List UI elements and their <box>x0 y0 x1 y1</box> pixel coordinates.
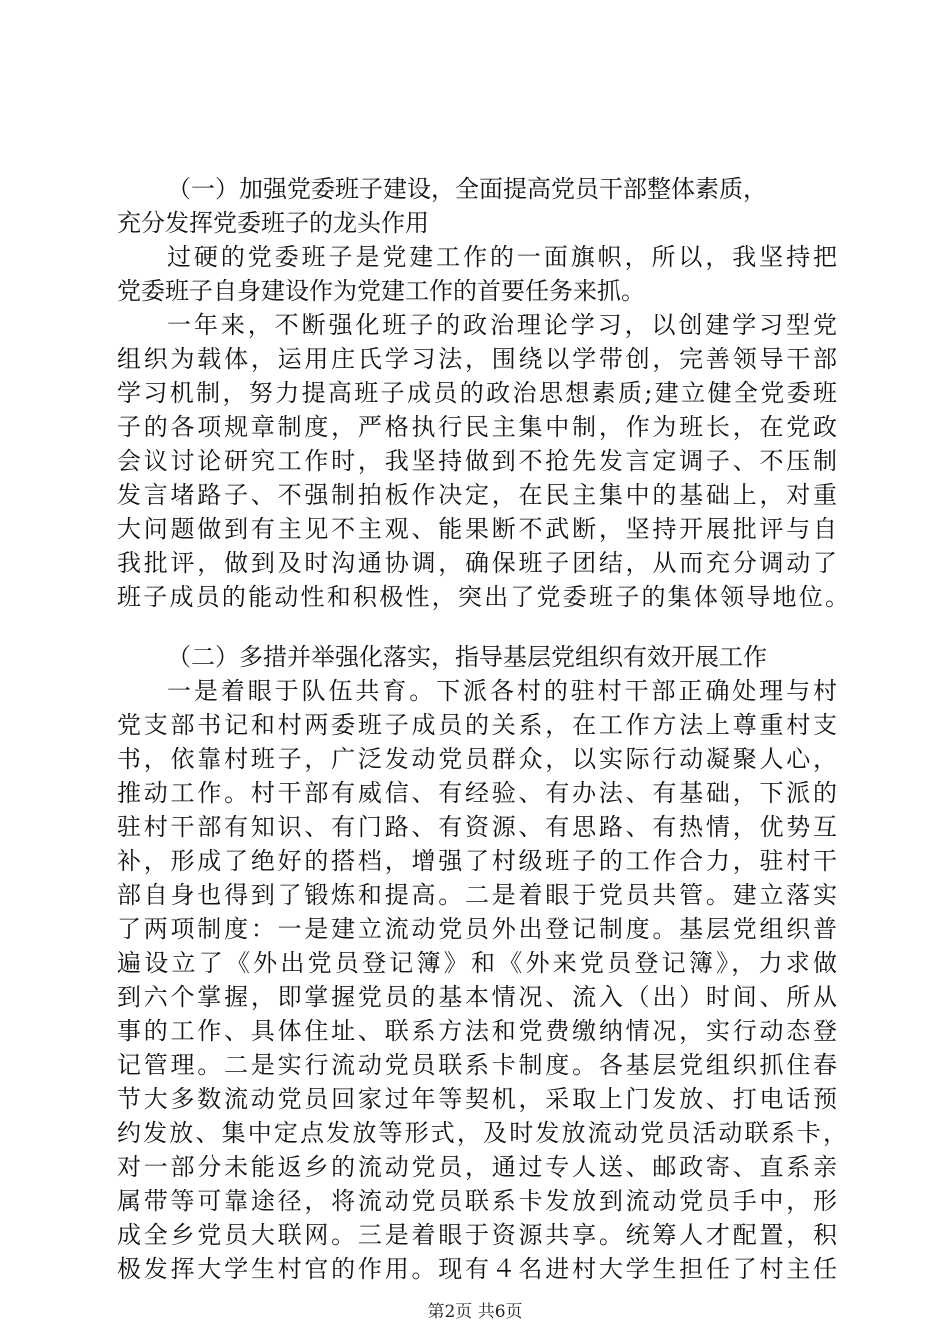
paragraph-line: 到六个掌握，即掌握党员的基本情况、流入（出）时间、所从 <box>117 983 837 1011</box>
paragraph-line: 了两项制度：一是建立流动党员外出登记制度。基层党组织普 <box>117 915 837 943</box>
paragraph-line: 过硬的党委班子是党建工作的一面旗帜，所以，我坚持把 <box>167 243 837 271</box>
paragraph-line: 学习机制，努力提高班子成员的政治思想素质;建立健全党委班 <box>117 379 837 407</box>
paragraph-line: 成全乡党员大联网。三是着眼于资源共享。统筹人才配置，积 <box>117 1221 837 1249</box>
paragraph-line: 党支部书记和村两委班子成员的关系，在工作方法上尊重村支 <box>117 711 837 739</box>
paragraph-line: 大问题做到有主见不主观、能果断不武断，坚持开展批评与自 <box>117 515 837 543</box>
paragraph-line: 发言堵路子、不强制拍板作决定，在民主集中的基础上，对重 <box>117 481 837 509</box>
paragraph-line: 驻村干部有知识、有门路、有资源、有思路、有热情，优势互 <box>117 813 837 841</box>
paragraph-line: 子的各项规章制度，严格执行民主集中制，作为班长，在党政 <box>117 413 837 441</box>
paragraph-line: 党委班子自身建设作为党建工作的首要任务来抓。 <box>117 277 645 305</box>
paragraph-line: 组织为载体，运用庄氏学习法，围绕以学带创，完善领导干部 <box>117 345 837 373</box>
paragraph-line: 约发放、集中定点发放等形式，及时发放流动党员活动联系卡， <box>117 1119 847 1147</box>
paragraph-line: 记管理。二是实行流动党员联系卡制度。各基层党组织抓住春 <box>117 1051 837 1079</box>
paragraph-line: 我批评，做到及时沟通协调，确保班子团结，从而充分调动了 <box>117 549 837 577</box>
paragraph-line: 一年来，不断强化班子的政治理论学习，以创建学习型党 <box>167 311 837 339</box>
section-heading-line: （二）多措并举强化落实，指导基层党组织有效开展工作 <box>167 643 767 671</box>
paragraph-line: 部自身也得到了锻炼和提高。二是着眼于党员共管。建立落实 <box>117 881 837 909</box>
paragraph-line: 一是着眼于队伍共育。下派各村的驻村干部正确处理与村 <box>167 677 837 705</box>
page-number-footer: 第2页 共6页 <box>427 1302 523 1322</box>
section-heading-line: 充分发挥党委班子的龙头作用 <box>117 209 429 237</box>
paragraph-line: 补，形成了绝好的搭档，增强了村级班子的工作合力，驻村干 <box>117 847 837 875</box>
paragraph-line: 事的工作、具体住址、联系方法和党费缴纳情况，实行动态登 <box>117 1017 837 1045</box>
paragraph-line: 书，依靠村班子，广泛发动党员群众，以实际行动凝聚人心， <box>117 745 837 773</box>
paragraph-line: 节大多数流动党员回家过年等契机，采取上门发放、打电话预 <box>117 1085 837 1113</box>
paragraph-line: 推动工作。村干部有威信、有经验、有办法、有基础，下派的 <box>117 779 837 807</box>
paragraph-line: 极发挥大学生村官的作用。现有４名进村大学生担任了村主任 <box>117 1255 837 1283</box>
section-heading-line: （一）加强党委班子建设，全面提高党员干部整体素质， <box>167 175 767 203</box>
paragraph-line: 遍设立了《外出党员登记簿》和《外来党员登记簿》，力求做 <box>117 949 837 977</box>
paragraph-line: 属带等可靠途径，将流动党员联系卡发放到流动党员手中，形 <box>117 1187 837 1215</box>
paragraph-line: 会议讨论研究工作时，我坚持做到不抢先发言定调子、不压制 <box>117 447 837 475</box>
paragraph-line: 对一部分未能返乡的流动党员，通过专人送、邮政寄、直系亲 <box>117 1153 837 1181</box>
paragraph-line: 班子成员的能动性和积极性，突出了党委班子的集体领导地位。 <box>117 583 849 611</box>
